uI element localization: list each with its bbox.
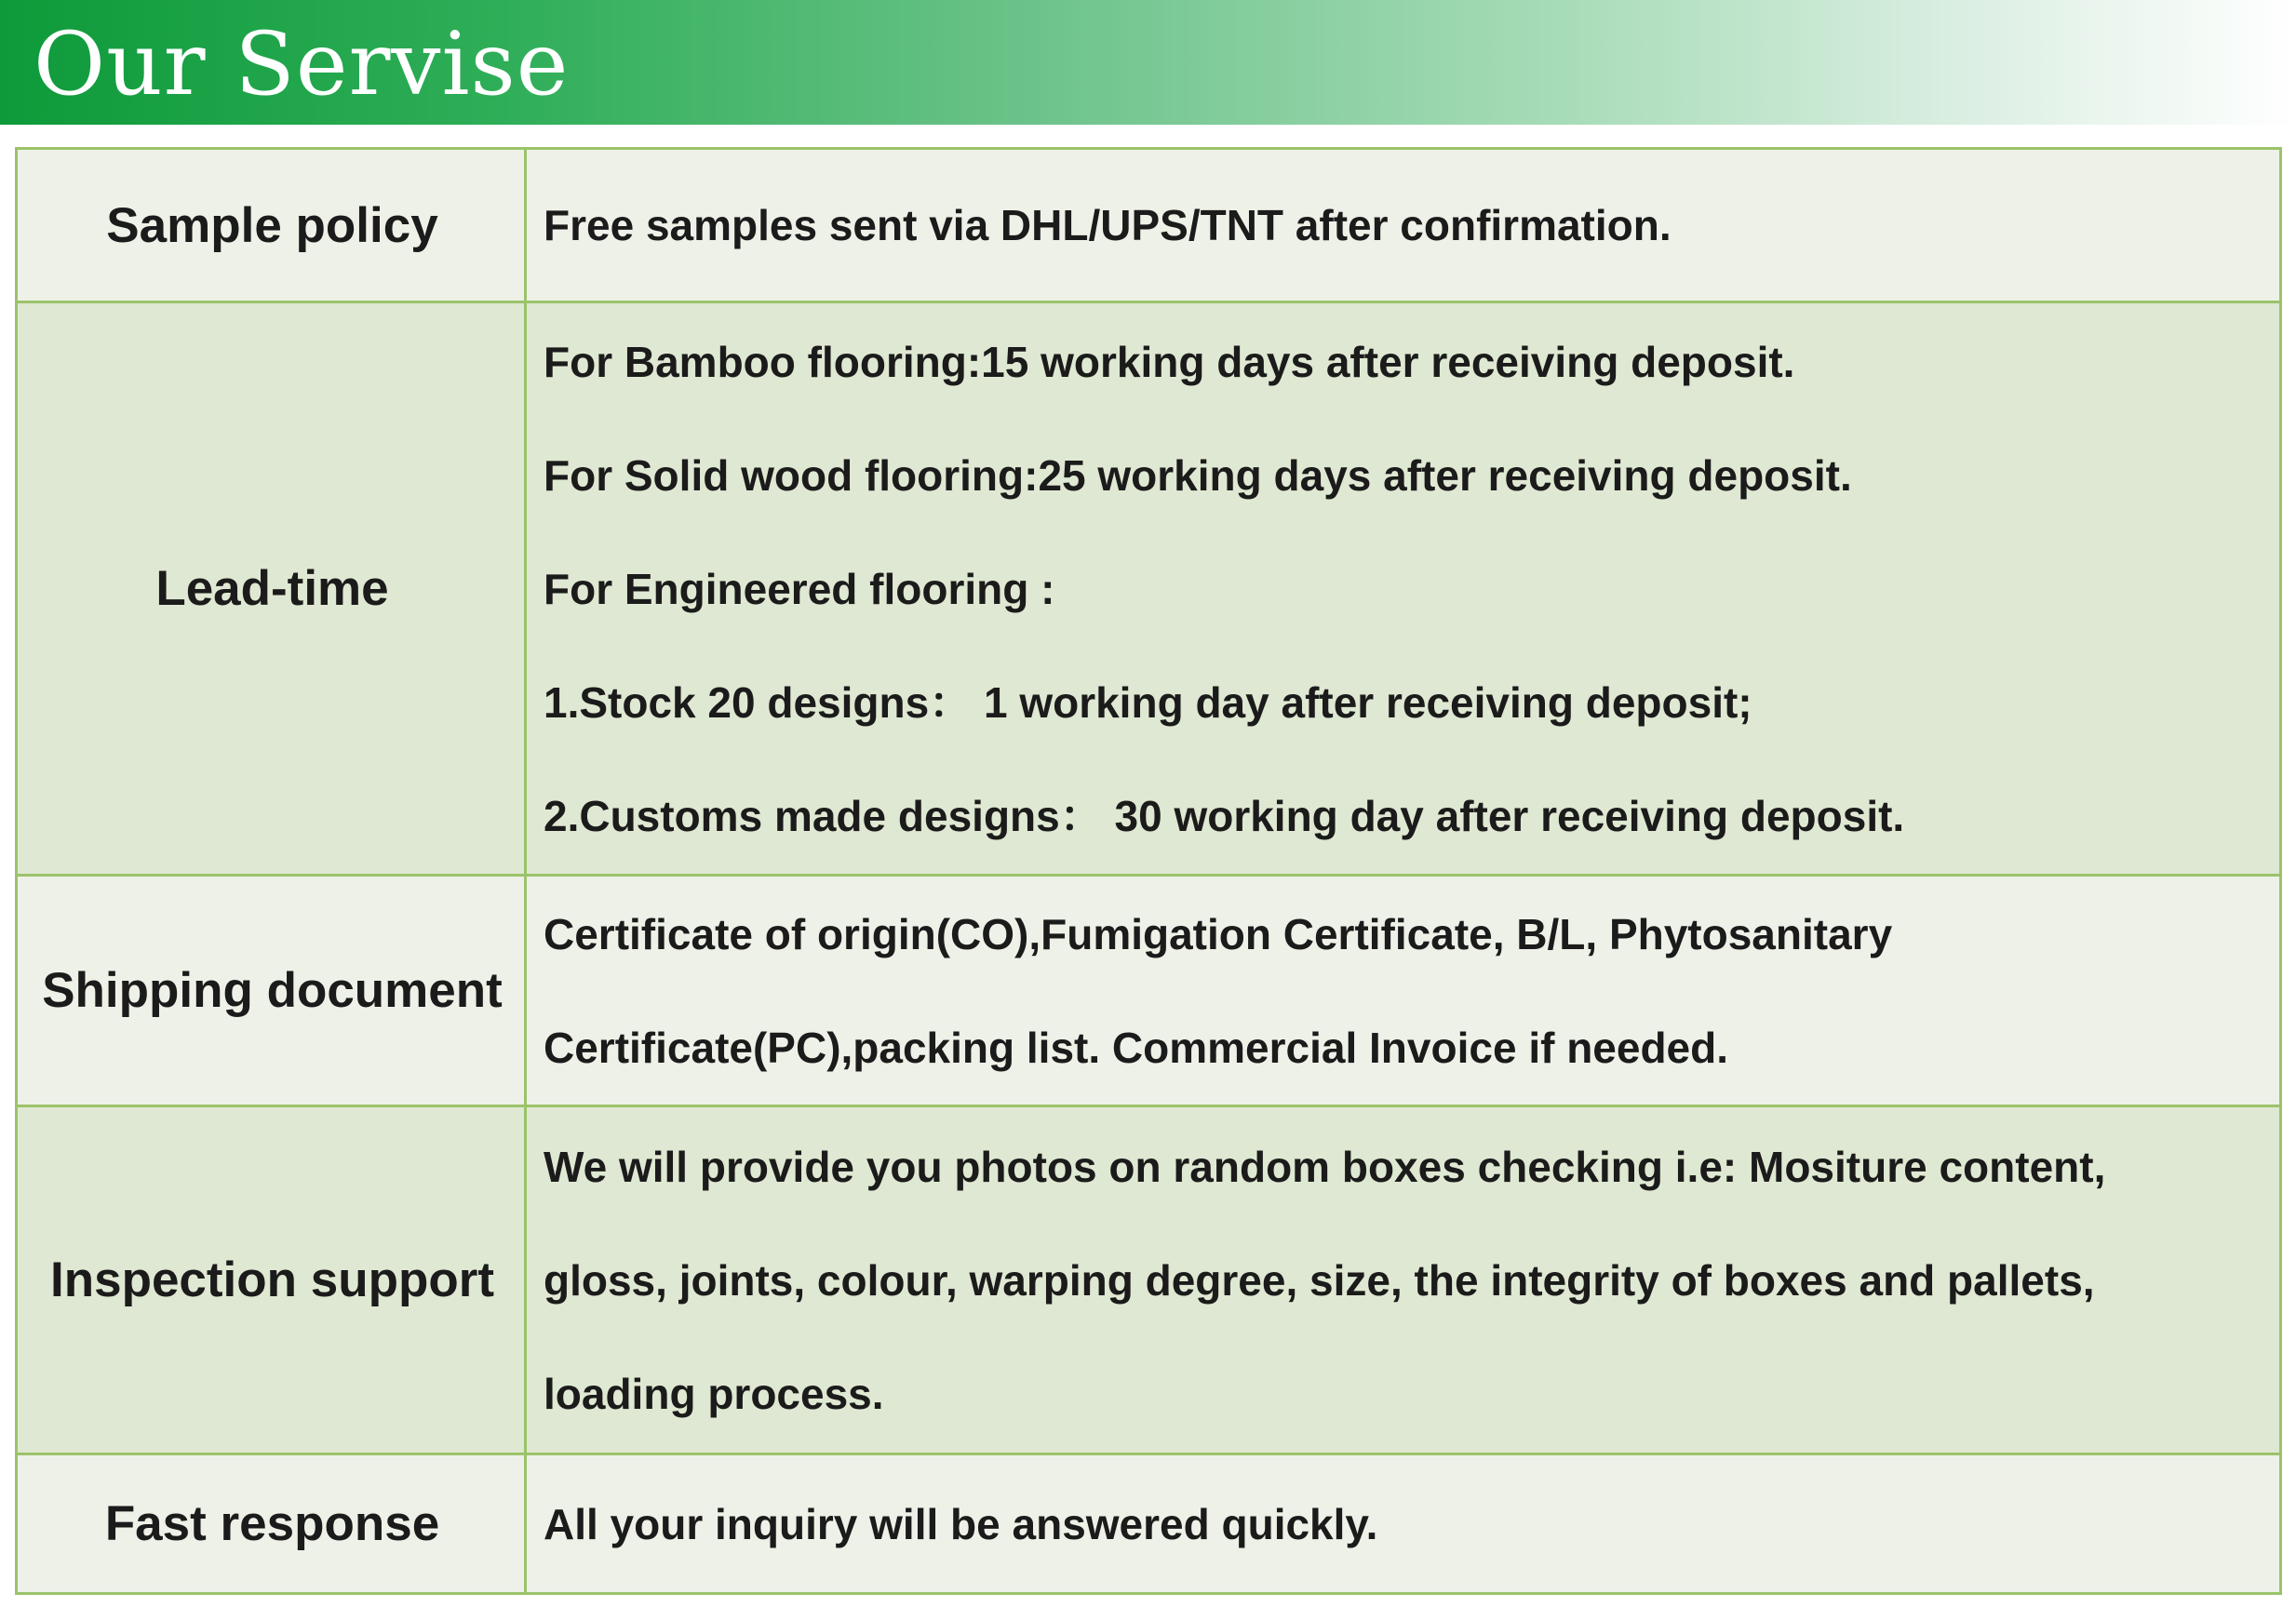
row-content-sample-policy	[544, 150, 2261, 301]
row-text-line: All your inquiry will be answered quickly.	[544, 1499, 1378, 1548]
row-text-line: loading process.	[544, 1369, 884, 1418]
table-row-lead-time	[18, 301, 2279, 874]
row-label-sample-policy: Sample policy	[106, 197, 438, 253]
row-text-line: 2.Customs made designs： 30 working day after receiving deposit.	[544, 791, 1905, 840]
column-divider	[524, 150, 527, 301]
row-text-line: Certificate of origin(CO),Fumigation Certificate, B/L, Phytosanitary	[544, 909, 1893, 958]
row-text-line: gloss, joints, colour, warping degree, size, the integrity of boxes and pallets,	[544, 1255, 2095, 1305]
row-text-line: Certificate(PC),packing list. Commercial Invoice if needed.	[544, 1023, 1729, 1072]
row-text-line: Free samples sent via DHL/UPS/TNT after confirmation.	[544, 201, 1672, 249]
column-divider	[524, 877, 527, 1105]
row-label-inspection-support: Inspection support	[50, 1252, 494, 1307]
row-content-inspection-support	[544, 1107, 2261, 1453]
row-content-shipping-document	[544, 877, 2261, 1105]
table-row-sample-policy	[18, 150, 2279, 301]
page-title: Our Servise	[34, 14, 570, 115]
row-text-line: For Engineered flooring :	[544, 564, 1055, 613]
row-content-lead-time	[544, 303, 2261, 874]
row-text-line: For Bamboo flooring:15 working days after receiving deposit.	[544, 337, 1795, 386]
column-divider	[524, 1455, 527, 1592]
column-divider	[524, 303, 527, 874]
table-row-fast-response	[18, 1453, 2279, 1592]
row-content-fast-response	[544, 1455, 2261, 1592]
table-row-inspection-support	[18, 1105, 2279, 1453]
row-text-line: We will provide you photos on random boxes checking i.e: Mositure content,	[544, 1142, 2106, 1191]
header-banner	[0, 0, 2296, 125]
row-text-line: 1.Stock 20 designs： 1 working day after receiving deposit;	[544, 677, 1752, 727]
row-label-lead-time: Lead-time	[155, 561, 389, 616]
row-label-fast-response: Fast response	[104, 1496, 440, 1551]
row-label-shipping-document: Shipping document	[42, 963, 503, 1018]
column-divider	[524, 1107, 527, 1453]
service-table	[15, 147, 2282, 1595]
row-text-line: For Solid wood flooring:25 working days after receiving deposit.	[544, 450, 1852, 500]
table-row-shipping-document	[18, 874, 2279, 1105]
